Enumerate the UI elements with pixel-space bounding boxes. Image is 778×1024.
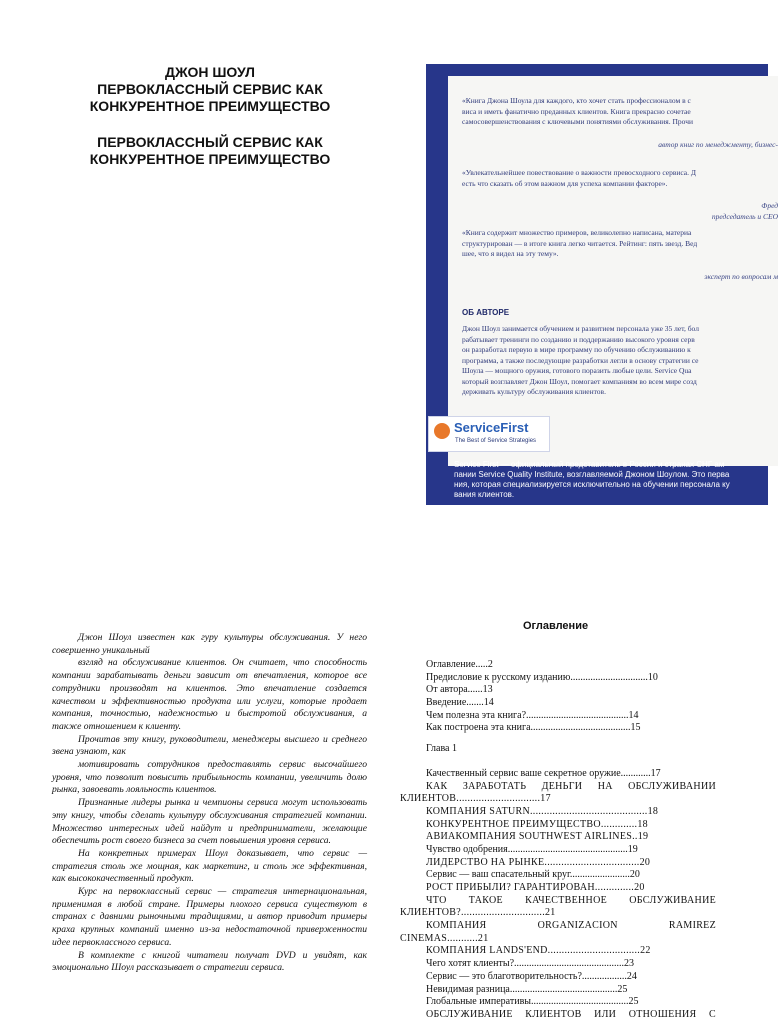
book-title-repeat-line-2: КОНКУРЕНТНОЕ ПРЕИМУЩЕСТВО bbox=[89, 151, 331, 167]
cover-quote-1: «Книга Джона Шоула для каждого, кто хочет стать профессионалом в с виса и иметь фанатично преданных клиентов. Книга прекрасно сочетае самосовершенствования с ключевыми понятиями обслуживания. Прочи bbox=[462, 96, 693, 126]
toc-entry-continued[interactable]: КЛИЕНТОВ..............................17 bbox=[400, 793, 551, 805]
cover-quote-3-source: эксперт по вопросам м bbox=[704, 272, 778, 281]
book-title-line-2: КОНКУРЕНТНОЕ ПРЕИМУЩЕСТВО bbox=[89, 98, 331, 114]
book-title-block bbox=[60, 64, 360, 168]
description-paragraph: В комплекте с книгой читатели получат DVD и увидят, как эмоционально Шоул рассказывает о стратегии сервиса. bbox=[52, 949, 367, 974]
toc-entry[interactable]: Сервис — ваш спасательный круг........................20 bbox=[426, 869, 640, 881]
service-first-logo bbox=[428, 416, 550, 452]
toc-entry[interactable]: КАК ЗАРАБОТАТЬ ДЕНЬГИ НА ОБСЛУЖИВАНИИ bbox=[426, 780, 716, 792]
toc-entry[interactable]: КОНКУРЕНТНОЕ ПРЕИМУЩЕСТВО.............18 bbox=[426, 818, 648, 830]
toc-heading: Оглавление bbox=[523, 620, 589, 632]
logo-name: ServiceFirst bbox=[454, 420, 529, 435]
toc-entry[interactable]: КОМПАНИЯ SATURN..........................................18 bbox=[426, 805, 659, 817]
toc-entry[interactable]: Глобальные императивы.......................................25 bbox=[426, 996, 639, 1008]
description-paragraph: Признанные лидеры рынка и чемпионы сервиса могут использовать эту книгу, чтобы сделать культуру обслуживания стратегией компании. Множество интересных идей найдут и предприниматели, желающие обеспечить рост своего бизнеса за счет повышения уровня сервиса. bbox=[52, 797, 367, 847]
description-paragraph: Курс на первоклассный сервис — стратегия интернациональная, применимая в любой стране. Примеры плохого сервиса существуют в странах с давними рыночными традициями, и автор приводит примеры краха крупных компаний именно из-за недостаточной приверженности идее первоклассного сервиса. bbox=[52, 886, 367, 948]
cover-quote-3: «Книга содержит множество примеров, великолепно написана, материа структурирован — в итоге книга легко читается. Рейтинг: пять звезд. Вед шее, что я видел на эту тему». bbox=[462, 228, 698, 258]
toc-entry[interactable]: ОБСЛУЖИВАНИЕ КЛИЕНТОВ ИЛИ ОТНОШЕНИЯ С bbox=[426, 1008, 716, 1020]
toc-entry[interactable]: Чувство одобрения................................................19 bbox=[426, 843, 638, 855]
toc-entry[interactable]: Чего хотят клиенты?............................................23 bbox=[426, 958, 635, 970]
toc-entry[interactable]: ЛИДЕРСТВО НА РЫНКЕ..................................20 bbox=[426, 856, 651, 868]
book-description bbox=[52, 632, 367, 975]
book-title-line-1: ПЕРВОКЛАССНЫЙ СЕРВИС КАК bbox=[97, 81, 323, 97]
description-paragraph: взгляд на обслуживание клиентов. Он считает, что способность компании зарабатывать деньги зависит от впечатления, которое все сотрудники производят на клиентов. Это впечатление создается качеством и эффективностью продукта или услуги, которые продает компания, точностью, надежностью и быстротой обслуживания, а также отношением к клиенту. bbox=[52, 657, 367, 732]
toc-entry[interactable]: Введение.......14 bbox=[426, 697, 494, 709]
table-of-contents bbox=[400, 659, 716, 1022]
toc-chapter-label: Глава 1 bbox=[426, 743, 457, 755]
author-name: ДЖОН ШОУЛ bbox=[165, 64, 255, 80]
toc-entry-continued[interactable]: CINEMAS...........21 bbox=[400, 932, 489, 944]
description-paragraph: мотивировать сотрудников предоставлять сервис высочайшего уровня, что позволит повысить прибыльность компании, увеличить долю рынка, завоевать лояльность клиентов. bbox=[52, 759, 367, 796]
toc-entry[interactable]: КОМПАНИЯ ORGANIZACION RAMIREZ bbox=[426, 920, 716, 932]
toc-entry[interactable]: Качественный сервис ваше секретное оружие............17 bbox=[426, 767, 661, 779]
cover-quote-1-source: автор книг по менеджменту, бизнес- bbox=[658, 140, 778, 149]
toc-entry-continued[interactable]: КЛИЕНТОВ?..............................21 bbox=[400, 907, 556, 919]
toc-entry[interactable]: РОСТ ПРИБЫЛИ? ГАРАНТИРОВАН..............20 bbox=[426, 882, 645, 893]
description-paragraph: На конкретных примерах Шоул доказывает, что сервис — стратегия столь же мощная, как маркетинг, и столь же эффективная, как высококачественный продукт. bbox=[52, 847, 367, 885]
cover-bottom-text: Service First — официальный представитель в России и странах СНГ ам пании Service Quality Institute, возглавляемой Джоном Шоулом. Это перва ния, которая специализируется исключительно на обучении персонала ку вания клиентов. bbox=[454, 460, 730, 499]
toc-entry[interactable]: Как построена эта книга........................................15 bbox=[426, 722, 641, 734]
cover-quote-2: «Увлекательнейшее повествование о важности превосходного сервиса. Д есть что сказать об этом важном для успеха компании факторе». bbox=[462, 168, 696, 188]
cover-quote-2-source: Фред председатель и CEO bbox=[711, 201, 778, 221]
toc-entry[interactable]: Предисловие к русскому изданию...............................10 bbox=[426, 671, 658, 683]
toc-entry[interactable]: От автора......13 bbox=[426, 684, 493, 696]
description-paragraph: Джон Шоул известен как гуру культуры обслуживания. У него совершенно уникальный bbox=[52, 632, 367, 656]
toc-entry[interactable]: Оглавление.....2 bbox=[426, 659, 493, 670]
cover-quotes-panel bbox=[448, 76, 778, 466]
book-title-repeat-line-1: ПЕРВОКЛАССНЫЙ СЕРВИС КАК bbox=[97, 134, 323, 150]
about-author-heading: ОБ АВТОРЕ bbox=[462, 308, 510, 317]
toc-entry[interactable]: Чем полезна эта книга?.........................................14 bbox=[426, 709, 639, 721]
toc-entry[interactable]: Сервис — это благотворительность?..................24 bbox=[426, 970, 637, 982]
toc-entry[interactable]: ЧТО ТАКОЕ КАЧЕСТВЕННОЕ ОБСЛУЖИВАНИЕ bbox=[426, 894, 716, 906]
description-paragraph: Прочитав эту книгу, руководители, менеджеры высшего и среднего звена узнают, как bbox=[52, 733, 367, 758]
toc-entry[interactable]: КОМПАНИЯ LANDS'END.................................22 bbox=[426, 945, 651, 957]
back-cover-image bbox=[426, 64, 778, 505]
toc-entry[interactable]: Невидимая разница...........................................25 bbox=[426, 983, 628, 995]
about-author-text: Джон Шоул занимается обучением и развитием персонала уже 35 лет, бол рабатывает тренинги по созданию и поддержанию высокого уровня серв он разработал первую в мире программу по обучению обслуживанию к программа, а также последующие разработки легли в основу стратегии се Шоула — мощного оружия, готового поразить любые цели. Service Qua который возглавляет Джон Шоул, помогает компаниям во всем мире созд держивать культуру обслуживания клиентов. bbox=[462, 324, 699, 396]
toc-entry[interactable]: АВИАКОМПАНИЯ SOUTHWEST AIRLINES..19 bbox=[426, 831, 649, 843]
logo-tagline: The Best of Service Strategies bbox=[455, 438, 537, 444]
logo-sun-icon bbox=[434, 423, 450, 439]
